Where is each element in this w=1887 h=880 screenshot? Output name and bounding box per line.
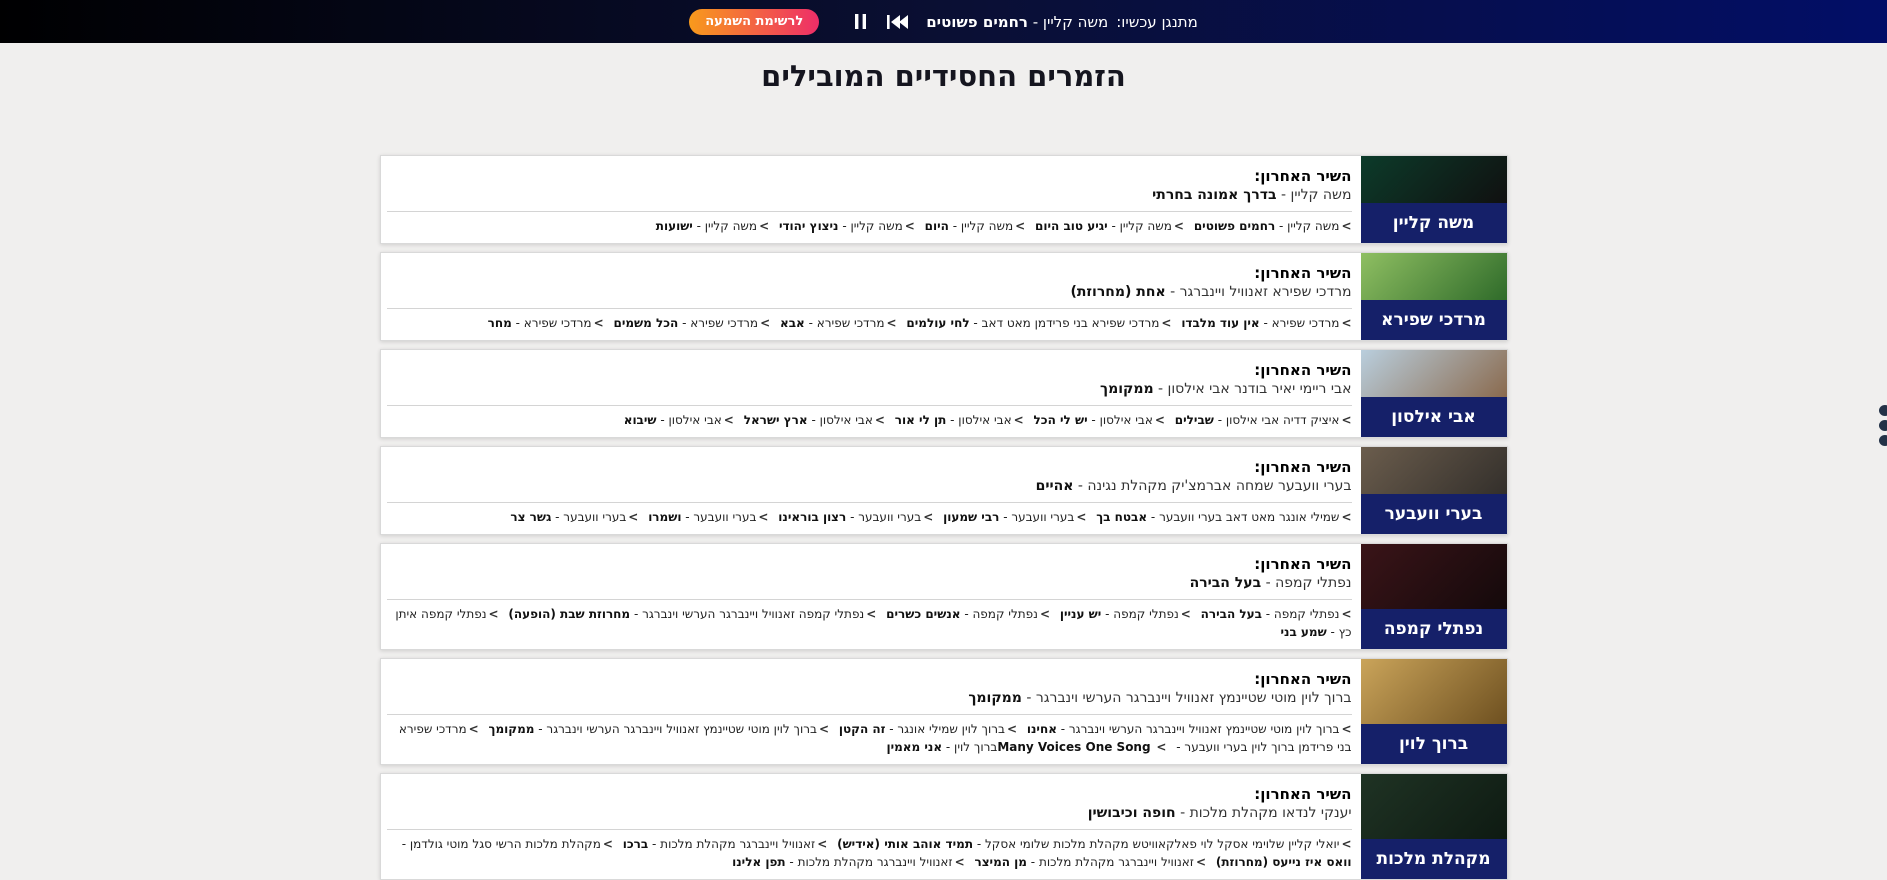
arrow-separator-icon: <	[1161, 316, 1172, 330]
song-link[interactable]: <זאנוויל ויינברגר מקהלת מלכות - ברכו	[622, 837, 828, 851]
widget-dot-icon	[1879, 405, 1887, 416]
song-link[interactable]: <מרדכי שפירא - מחר	[487, 316, 604, 330]
singer-card	[380, 543, 1508, 650]
last-song-heading: השיר האחרון:	[1254, 361, 1352, 379]
last-song-link[interactable]: יענקי לנדאו מקהלת מלכות - חופה וכיבושין	[1087, 805, 1352, 821]
singer-card	[380, 658, 1508, 765]
song-list	[387, 605, 1352, 641]
card-divider	[387, 599, 1352, 600]
last-song-link[interactable]: ברוך לוין מוטי שטיינמץ זאנוויל ויינברגר הערשי וינברגר - ממקומך	[968, 690, 1352, 706]
accessibility-widget-handle[interactable]	[1875, 405, 1887, 446]
song-link[interactable]: <ברוך לוין שמילי אונגר - זה הקטן	[838, 722, 1018, 736]
song-link[interactable]: <אבי אילסון - ארץ ישראל	[743, 413, 885, 427]
singer-photo	[1361, 544, 1507, 609]
song-link[interactable]: <מרדכי שפירא - אבא	[779, 316, 897, 330]
song-link[interactable]: <ברוך לוין מוטי שטיינמץ זאנוויל ויינברגר הערשי וינברגר - אחינו	[1026, 722, 1352, 736]
last-song-heading: השיר האחרון:	[1254, 167, 1352, 185]
singer-card	[380, 349, 1508, 438]
arrow-separator-icon: <	[1341, 219, 1352, 233]
card-divider	[387, 405, 1352, 406]
arrow-separator-icon: <	[593, 316, 604, 330]
arrow-separator-icon: <	[817, 837, 828, 851]
song-link[interactable]: <בערי וועבער - רבי שמעון	[943, 510, 1087, 524]
arrow-separator-icon: <	[923, 510, 934, 524]
song-link[interactable]: <ברוך לוין מוטי שטיינמץ זאנוויל ויינברגר הערשי וינברגר - ממקומך	[488, 722, 830, 736]
singer-name-label: ברוך לוין	[1361, 724, 1507, 764]
singer-photo	[1361, 447, 1507, 494]
song-link[interactable]: <איציק דדיה אבי אילסון - שבילים	[1174, 413, 1352, 427]
song-link[interactable]: <שמילי אונגר מאט דאב בערי וועבער - אבטח בך	[1096, 510, 1352, 524]
song-link[interactable]: <זאנוויל ויינברגר מקהלת מלכות - מן המיצר	[974, 855, 1207, 869]
song-link[interactable]: <מרדכי שפירא - אין עוד מלבדו	[1181, 316, 1352, 330]
page-title: הזמרים החסידיים המובילים	[761, 59, 1126, 93]
singer-thumbnail[interactable]	[1361, 350, 1507, 437]
song-link[interactable]: <מרדכי שפירא בני פרידמן מאט דאב - לחי עולמים	[906, 316, 1172, 330]
last-song-heading: השיר האחרון:	[1254, 555, 1352, 573]
song-link[interactable]: <אבי אילסון - יש לי הכל	[1033, 413, 1165, 427]
arrow-separator-icon: <	[1180, 607, 1191, 621]
card-divider	[387, 211, 1352, 212]
card-divider	[387, 829, 1352, 830]
singer-photo	[1361, 774, 1507, 839]
singer-card	[380, 252, 1508, 341]
song-link[interactable]: <אבי אילסון - תן לי אור	[894, 413, 1024, 427]
song-link[interactable]: <מרדכי שפירא - הכל משמים	[613, 316, 771, 330]
singer-card	[380, 773, 1508, 880]
song-list	[387, 508, 1352, 526]
card-content	[381, 350, 1361, 437]
arrow-separator-icon: <	[760, 316, 771, 330]
widget-dot-icon	[1879, 435, 1887, 446]
arrow-separator-icon: <	[1006, 722, 1018, 736]
song-link[interactable]: <משה קליין - ניצוץ יהודי	[778, 219, 915, 233]
arrow-separator-icon: <	[1341, 413, 1352, 427]
arrow-separator-icon: <	[886, 316, 897, 330]
arrow-separator-icon: <	[628, 510, 639, 524]
song-link[interactable]: <מרדכי שפירא בני פרידמן ברוך לוין בערי וועבער - Many Voices One Song	[398, 722, 1352, 754]
song-list	[387, 411, 1352, 429]
cards-list	[380, 155, 1508, 880]
singer-thumbnail[interactable]	[1361, 659, 1507, 764]
card-divider	[387, 502, 1352, 503]
last-song-heading: השיר האחרון:	[1254, 458, 1352, 476]
arrow-separator-icon: <	[1341, 722, 1352, 736]
song-list	[387, 314, 1352, 332]
last-song-heading: השיר האחרון:	[1254, 670, 1352, 688]
song-link[interactable]: <יואלי קליין שלוימי אסקל לוי פאלקאוויטש מקהלת מלכות שלומי אסקל - תמיד אוהב אותי (אידיש)	[837, 837, 1352, 851]
song-link[interactable]: <משה קליין - רחמים פשוטים	[1193, 219, 1352, 233]
song-link[interactable]: <בערי וועבער - רצון בוראינו	[778, 510, 934, 524]
last-song-link[interactable]: נפתלי קמפה - בעל הבירה	[1189, 575, 1352, 591]
card-content	[381, 447, 1361, 534]
singer-name-label: בערי וועבער	[1361, 494, 1507, 534]
song-link[interactable]: <נפתלי קמפה - יש עניין	[1059, 607, 1191, 621]
card-content	[381, 156, 1361, 243]
song-link[interactable]: <נפתלי קמפה זאנוויל ויינברגר הערשי וינברגר - מחרוזת שבת (הופעה)	[508, 607, 877, 621]
song-link[interactable]: <זאנוויל ויינברגר מקהלת מלכות - תפן אלינו	[732, 855, 965, 869]
arrow-separator-icon: <	[1076, 510, 1087, 524]
arrow-separator-icon: <	[723, 413, 734, 427]
arrow-separator-icon: <	[1015, 219, 1026, 233]
song-link[interactable]: <בערי וועבער - גשר צר	[510, 510, 639, 524]
last-song-link[interactable]: משה קליין - בדרך אמונה בחרתי	[1152, 187, 1352, 203]
singer-card	[380, 446, 1508, 535]
arrow-separator-icon: <	[904, 219, 915, 233]
arrow-separator-icon: <	[866, 607, 877, 621]
singer-photo	[1361, 350, 1507, 397]
song-link[interactable]: <משה קליין - היום	[924, 219, 1026, 233]
song-link[interactable]: <משה קליין - יגיע טוב היום	[1035, 219, 1184, 233]
singer-name-label: מקהלת מלכות	[1361, 839, 1507, 879]
arrow-separator-icon: <	[954, 855, 965, 869]
last-song-heading: השיר האחרון:	[1254, 264, 1352, 282]
next-track-button[interactable]	[885, 13, 910, 31]
arrow-separator-icon: <	[602, 837, 613, 851]
arrow-separator-icon: <	[1154, 413, 1165, 427]
pause-button[interactable]	[853, 12, 869, 31]
arrow-separator-icon: <	[1195, 855, 1207, 869]
singer-name-label: אבי אילסון	[1361, 397, 1507, 437]
playlist-button[interactable]: לרשימת השמעה	[689, 9, 819, 35]
arrow-separator-icon: <	[1156, 740, 1167, 754]
song-link[interactable]: <נפתלי קמפה - בעל הבירה	[1200, 607, 1352, 621]
singer-thumbnail[interactable]	[1361, 544, 1507, 649]
last-song-link[interactable]: מרדכי שפירא זאנוויל ויינברגר - אחת (מחרוזת)	[1070, 284, 1352, 300]
widget-dot-icon	[1879, 420, 1887, 431]
singer-card	[380, 155, 1508, 244]
singer-thumbnail[interactable]	[1361, 156, 1507, 243]
now-playing-track: משה קליין - רחמים פשוטים	[926, 12, 1109, 31]
singer-name-label: נפתלי קמפה	[1361, 609, 1507, 649]
arrow-separator-icon: <	[1341, 316, 1352, 330]
card-content	[381, 774, 1361, 879]
pause-icon	[855, 14, 867, 29]
card-divider	[387, 714, 1352, 715]
arrow-separator-icon: <	[488, 607, 499, 621]
singer-thumbnail[interactable]	[1361, 774, 1507, 879]
arrow-separator-icon: <	[818, 722, 830, 736]
song-link[interactable]: <ברוך לוין - אני מאמין	[886, 740, 1167, 754]
singer-name-label: משה קליין	[1361, 203, 1507, 243]
arrow-separator-icon: <	[874, 413, 885, 427]
card-divider	[387, 308, 1352, 309]
song-list	[387, 720, 1352, 756]
song-link[interactable]: <אבי אילסון - שיבוא	[623, 413, 734, 427]
arrow-separator-icon: <	[1039, 607, 1051, 621]
player-bar	[0, 0, 1887, 43]
arrow-separator-icon: <	[1341, 510, 1352, 524]
last-song-link[interactable]: בערי וועבער שמחה אברמצ'יק מקהלת נגינה - אהיים	[1035, 478, 1352, 494]
last-song-heading: השיר האחרון:	[1254, 785, 1352, 803]
song-link[interactable]: <נפתלי קמפה - אנשים כשרים	[886, 607, 1051, 621]
singer-photo	[1361, 659, 1507, 724]
card-content	[381, 253, 1361, 340]
next-track-icon	[887, 15, 908, 29]
song-link[interactable]: <בערי וועבער - ושמרו	[648, 510, 769, 524]
card-content	[381, 544, 1361, 649]
song-list	[387, 217, 1352, 235]
song-list	[387, 835, 1352, 871]
arrow-separator-icon: <	[1341, 837, 1352, 851]
arrow-separator-icon: <	[468, 722, 479, 736]
singer-thumbnail[interactable]	[1361, 253, 1507, 340]
song-link[interactable]: <נפתלי קמפה איתן כץ - שמע בני	[395, 607, 1352, 639]
last-song-link[interactable]: אבי ריימי יאיר בודנר אבי אילסון - ממקומך	[1099, 381, 1352, 397]
now-playing-label: מתנגן עכשיו:	[1116, 12, 1198, 31]
singer-name-label: מרדכי שפירא	[1361, 300, 1507, 340]
singer-photo	[1361, 156, 1507, 203]
arrow-separator-icon: <	[758, 510, 769, 524]
arrow-separator-icon: <	[759, 219, 770, 233]
singer-thumbnail[interactable]	[1361, 447, 1507, 534]
singer-photo	[1361, 253, 1507, 300]
song-link[interactable]: <מקהלת מלכות הרשי סגל מוטי גולדמן - וואס איז נייעס (מחרוזת)	[401, 837, 1352, 869]
song-link[interactable]: <משה קליין - ישועות	[655, 219, 770, 233]
now-playing-text	[926, 13, 1198, 31]
card-content	[381, 659, 1361, 764]
arrow-separator-icon: <	[1013, 413, 1024, 427]
arrow-separator-icon: <	[1341, 607, 1352, 621]
arrow-separator-icon: <	[1173, 219, 1184, 233]
